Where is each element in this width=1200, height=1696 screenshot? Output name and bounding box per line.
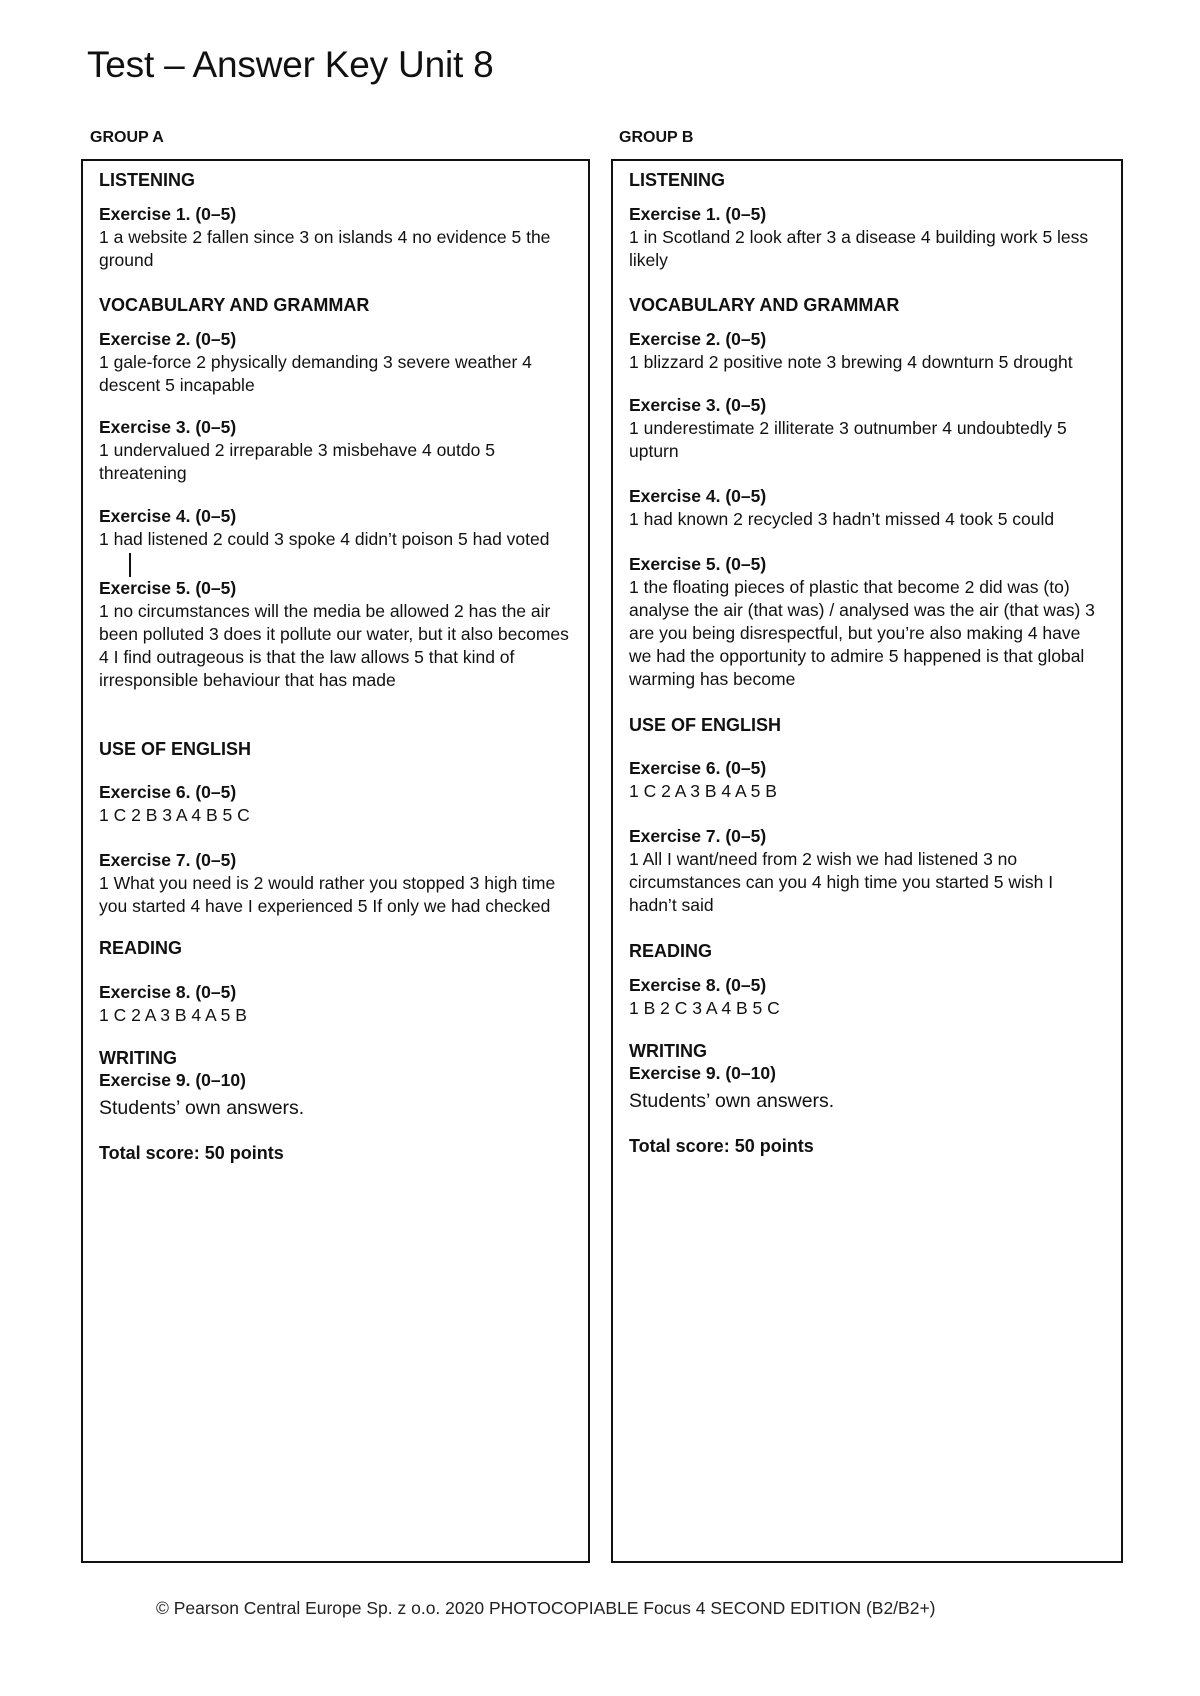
exercise-9-answers: Students’ own answers. <box>629 1090 835 1112</box>
listening-heading: LISTENING <box>629 170 726 190</box>
reading-heading: READING <box>99 938 183 958</box>
exercise-8-title: Exercise 8. (0–5) <box>99 982 237 1002</box>
exercise-7-title: Exercise 7. (0–5) <box>629 826 767 846</box>
exercise-5-title: Exercise 5. (0–5) <box>99 578 237 598</box>
use-of-english-heading: USE OF ENGLISH <box>99 739 252 759</box>
total-score: Total score: 50 points <box>99 1143 284 1163</box>
text-cursor <box>129 553 131 577</box>
exercise-4-answers: 1 had known 2 recycled 3 hadn’t missed 4 took 5 could <box>629 509 1055 529</box>
exercise-1-title: Exercise 1. (0–5) <box>99 204 237 224</box>
exercise-2-answers: 1 gale-force 2 physically demanding 3 severe weather 4 descent 5 incapable <box>99 352 532 395</box>
exercise-5-title: Exercise 5. (0–5) <box>629 554 767 574</box>
exercise-7-answers: 1 What you need is 2 would rather you stopped 3 high time you started 4 have I experienced 5 If only we had checked <box>99 873 556 916</box>
writing-heading: WRITING <box>99 1048 177 1068</box>
copyright-footer: © Pearson Central Europe Sp. z o.o. 2020 PHOTOCOPIABLE Focus 4 SECOND EDITION (B2/B2+) <box>156 1598 936 1618</box>
exercise-3-answers: 1 underestimate 2 illiterate 3 outnumber 4 undoubtedly 5 upturn <box>629 418 1067 461</box>
exercise-6-answers: 1 C 2 A 3 B 4 A 5 B <box>629 781 777 801</box>
reading-heading: READING <box>629 941 713 961</box>
group-b-answer-box <box>611 159 1123 1563</box>
group-a-label: GROUP A <box>90 129 164 146</box>
listening-heading: LISTENING <box>99 170 196 190</box>
exercise-8-answers: 1 B 2 C 3 A 4 B 5 C <box>629 998 780 1018</box>
vocabulary-grammar-heading: VOCABULARY AND GRAMMAR <box>99 295 370 315</box>
exercise-5-answers: 1 the floating pieces of plastic that become 2 did was (to) analyse the air (that was) / analysed was the air (that was) 3 are you being disrespectful, but you’re also making 4 have we had the opportunity to admire 5 happened is that global warming has become <box>629 577 1095 689</box>
exercise-4-title: Exercise 4. (0–5) <box>99 506 237 526</box>
exercise-3-title: Exercise 3. (0–5) <box>99 417 237 437</box>
exercise-1-title: Exercise 1. (0–5) <box>629 204 767 224</box>
exercise-3-answers: 1 undervalued 2 irreparable 3 misbehave 4 outdo 5 threatening <box>99 440 495 483</box>
exercise-6-answers: 1 C 2 B 3 A 4 B 5 C <box>99 805 250 825</box>
exercise-6-title: Exercise 6. (0–5) <box>629 758 767 778</box>
vocabulary-grammar-heading: VOCABULARY AND GRAMMAR <box>629 295 900 315</box>
writing-heading: WRITING <box>629 1041 707 1061</box>
group-a-answer-box <box>81 159 590 1563</box>
exercise-2-answers: 1 blizzard 2 positive note 3 brewing 4 downturn 5 drought <box>629 352 1073 372</box>
exercise-1-answers: 1 in Scotland 2 look after 3 a disease 4 building work 5 less likely <box>629 227 1089 270</box>
exercise-4-title: Exercise 4. (0–5) <box>629 486 767 506</box>
exercise-4-answers: 1 had listened 2 could 3 spoke 4 didn’t poison 5 had voted <box>99 529 550 549</box>
exercise-7-title: Exercise 7. (0–5) <box>99 850 237 870</box>
exercise-8-title: Exercise 8. (0–5) <box>629 975 767 995</box>
page-title: Test – Answer Key Unit 8 <box>87 44 494 85</box>
exercise-9-title: Exercise 9. (0–10) <box>629 1063 776 1083</box>
exercise-1-answers: 1 a website 2 fallen since 3 on islands 4 no evidence 5 the ground <box>99 227 551 270</box>
exercise-2-title: Exercise 2. (0–5) <box>99 329 237 349</box>
exercise-3-title: Exercise 3. (0–5) <box>629 395 767 415</box>
group-b-label: GROUP B <box>619 129 694 146</box>
exercise-8-answers: 1 C 2 A 3 B 4 A 5 B <box>99 1005 247 1025</box>
exercise-2-title: Exercise 2. (0–5) <box>629 329 767 349</box>
exercise-6-title: Exercise 6. (0–5) <box>99 782 237 802</box>
exercise-7-answers: 1 All I want/need from 2 wish we had listened 3 no circumstances can you 4 high time you started 5 wish I hadn’t said <box>629 849 1054 915</box>
exercise-9-title: Exercise 9. (0–10) <box>99 1070 246 1090</box>
exercise-9-answers: Students’ own answers. <box>99 1097 305 1119</box>
exercise-5-answers: 1 no circumstances will the media be allowed 2 has the air been polluted 3 does it pollute our water, but it also becomes 4 I find outrageous is that the law allows 5 that kind of irresponsible behaviour that has made <box>99 601 569 690</box>
use-of-english-heading: USE OF ENGLISH <box>629 715 782 735</box>
total-score: Total score: 50 points <box>629 1136 814 1156</box>
